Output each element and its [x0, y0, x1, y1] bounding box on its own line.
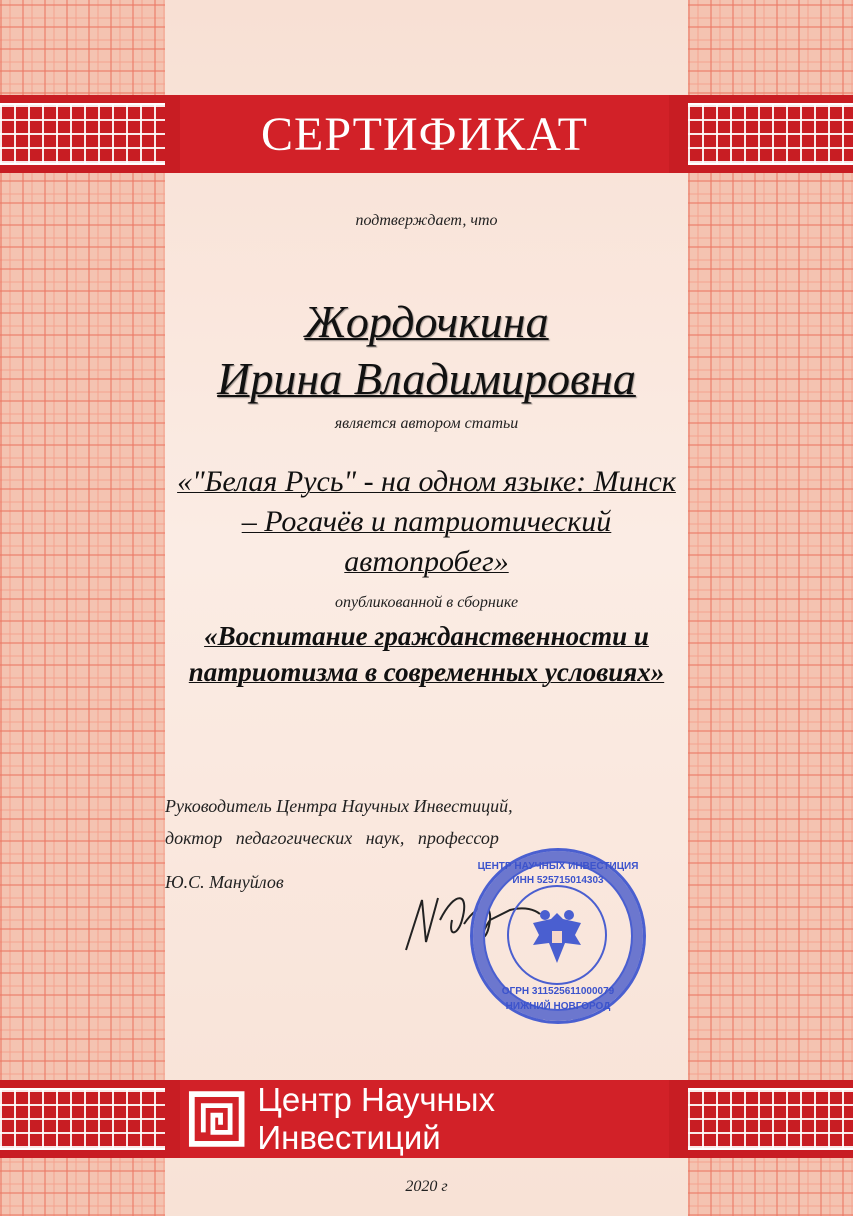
stamp-ogrn-text: ОГРН 311525611000079: [501, 986, 615, 997]
stamp-inn-text: ИНН 525715014303: [512, 875, 604, 886]
logo-box: [180, 1080, 669, 1158]
organization-logo-icon: [188, 1089, 245, 1149]
meander-ornament-left-bottom: [0, 1088, 165, 1150]
organization-name: Центр Научных Инвестиций: [257, 1081, 495, 1156]
official-stamp: [470, 848, 646, 1024]
double-headed-eagle-icon: [529, 905, 585, 965]
article-title-line-3: автопробег»: [344, 545, 509, 578]
meander-ornament-left: [0, 103, 165, 165]
left-pattern-band: [0, 0, 165, 1216]
title-box: [180, 95, 669, 173]
certificate-title: СЕРТИФИКАТ: [261, 107, 588, 161]
certificate-year: 2020 г: [405, 1178, 448, 1195]
recipient-surname: Жордочкина: [304, 296, 549, 347]
right-pattern-band: [688, 0, 853, 1216]
signatory-position: Руководитель Центра Научных Инвестиций,: [165, 796, 513, 816]
meander-ornament-right-bottom: [688, 1088, 853, 1150]
recipient-given-names: Ирина Владимировна: [217, 353, 636, 404]
signatory-name: Ю.С. Мануйлов: [165, 872, 284, 892]
stamp-city-text: НИЖНИЙ НОВГОРОД: [505, 1001, 611, 1012]
published-caption: опубликованной в сборнике: [334, 594, 519, 611]
header-bar: [0, 95, 853, 173]
author-caption: является автором статьи: [334, 415, 519, 432]
meander-ornament-right: [688, 103, 853, 165]
signatory-degree: доктор педагогических наук, профессор: [165, 828, 499, 848]
confirms-text: подтверждает, что: [355, 212, 498, 229]
stamp-org-text: ЦЕНТР НАУЧНЫХ ИНВЕСТИЦИЯ: [477, 861, 639, 872]
footer-bar: [0, 1080, 853, 1158]
collection-title-line-2: патриотизма в современных условиях»: [188, 657, 665, 687]
collection-title-line-1: «Воспитание гражданственности и: [204, 621, 649, 651]
stamp-center: [507, 885, 607, 985]
article-title-line-2: – Рогачёв и патриотический: [241, 505, 612, 538]
article-title-line-1: «"Белая Русь" - на одном языке: Минск: [177, 465, 676, 498]
